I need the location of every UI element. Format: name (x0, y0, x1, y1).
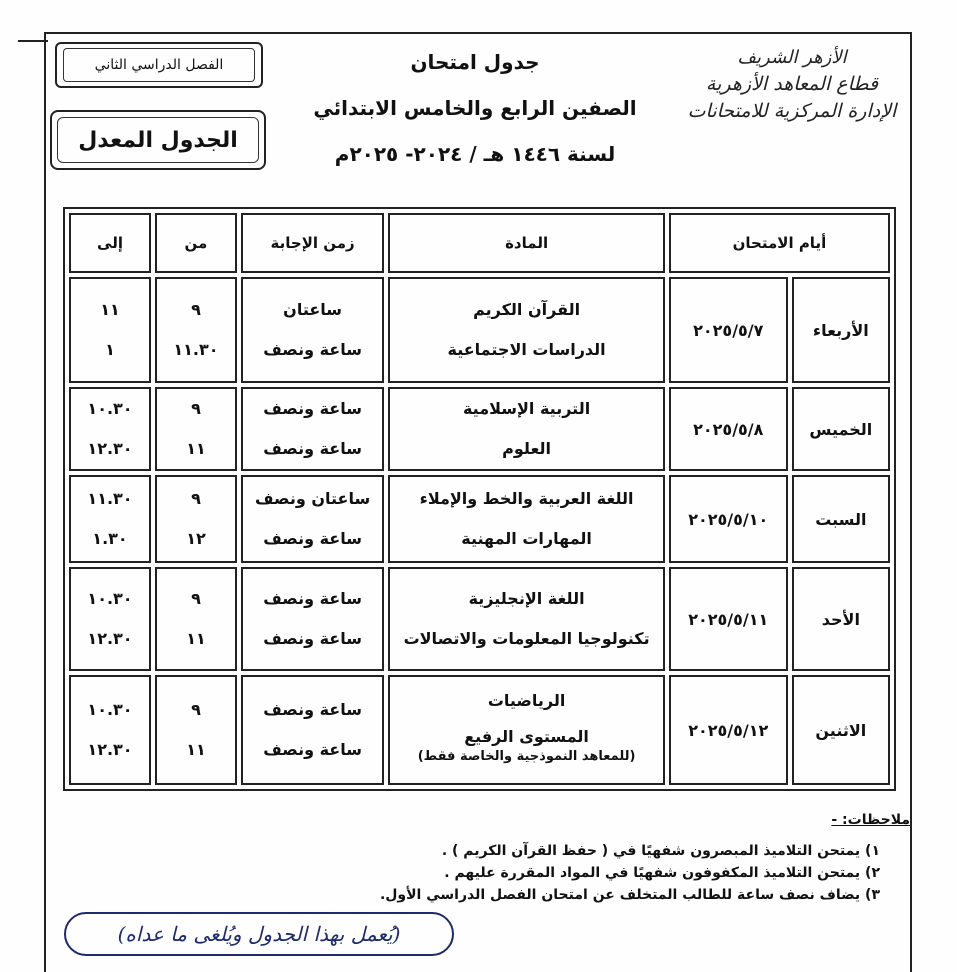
duration-cell (241, 475, 384, 563)
table-row (69, 277, 890, 383)
from-time: ١١ (186, 740, 206, 759)
duration: ساعة ونصف (263, 740, 362, 759)
duration: ساعتان ونصف (255, 489, 371, 508)
semester-label: الفصل الدراسي الثاني (63, 48, 255, 82)
duration: ساعة ونصف (263, 340, 362, 359)
from-time: ٩ (191, 700, 201, 719)
semester-box (55, 42, 263, 88)
azhar-logo (672, 44, 912, 144)
page-title: جدول امتحان (410, 50, 540, 74)
date-cell: ٢٠٢٥/٥/١٠ (669, 475, 788, 563)
note-item: ١) يمتحن التلاميذ المبصرون شفهيًا في ( حفظ القرآن الكريم ) . (441, 843, 880, 859)
to-time: ١ (105, 340, 115, 359)
table-header-row (69, 213, 890, 273)
to-cell (69, 387, 151, 471)
duration: ساعة ونصف (263, 439, 362, 458)
subject-with-note (390, 721, 663, 779)
duration-cell (241, 387, 384, 471)
duration-cell (241, 277, 384, 383)
duration-cell (241, 675, 384, 785)
from-cell (155, 475, 237, 563)
subject-cell (388, 567, 665, 671)
academic-year: لسنة ١٤٤٦ هـ / ٢٠٢٤- ٢٠٢٥م (334, 142, 616, 166)
duration: ساعة ونصف (263, 529, 362, 548)
subject: التربية الإسلامية (462, 399, 591, 418)
subject: اللغة الإنجليزية (468, 589, 585, 608)
to-time: ١.٣٠ (92, 529, 128, 548)
from-time: ٩ (191, 399, 201, 418)
handwritten-note: (يُعمل بهذا الجدول ويُلغى ما عداه) (64, 912, 454, 956)
duration: ساعة ونصف (263, 700, 362, 719)
from-time: ١١ (186, 439, 206, 458)
subject: المهارات المهنية (461, 529, 592, 548)
subject: القرآن الكريم (473, 300, 581, 319)
logo-line-2: قطاع المعاهد الأزهرية (705, 73, 879, 95)
to-cell (69, 277, 151, 383)
date-cell: ٢٠٢٥/٥/١٢ (669, 675, 788, 785)
to-time: ١١ (100, 300, 120, 319)
to-time: ١٢.٣٠ (87, 439, 133, 458)
table-row (69, 475, 890, 563)
grades-subtitle: الصفين الرابع والخامس الابتدائي (313, 96, 637, 120)
from-time: ١٢ (186, 529, 206, 548)
duration: ساعتان (283, 300, 343, 319)
date-cell: ٢٠٢٥/٥/٨ (669, 387, 788, 471)
subject-cell (388, 675, 665, 785)
subject: اللغة العربية والخط والإملاء (419, 489, 634, 508)
from-cell (155, 277, 237, 383)
notes-header: ملاحظات: - (831, 812, 910, 828)
to-cell (69, 567, 151, 671)
duration: ساعة ونصف (263, 589, 362, 608)
subject: الرياضيات (487, 691, 566, 710)
date-cell: ٢٠٢٥/٥/١١ (669, 567, 788, 671)
day-cell: السبت (792, 475, 890, 563)
duration: ساعة ونصف (263, 399, 362, 418)
subject: المستوى الرفيع (464, 727, 589, 746)
to-time: ١٠.٣٠ (87, 589, 133, 608)
modified-schedule-box (50, 110, 266, 170)
from-time: ١١.٣٠ (173, 340, 219, 359)
to-cell (69, 675, 151, 785)
from-cell (155, 387, 237, 471)
subject: تكنولوجيا المعلومات والاتصالات (403, 629, 650, 648)
subject-note: (للمعاهد النموذجية والخاصة فقط) (417, 749, 636, 764)
exam-schedule-table (63, 207, 896, 791)
subject-cell (388, 277, 665, 383)
title-block (290, 50, 660, 166)
note-item: ٢) يمتحن التلاميذ المكفوفون شفهيًا في المواد المقررة عليهم . (444, 865, 880, 881)
subject-cell (388, 387, 665, 471)
duration-cell (241, 567, 384, 671)
day-cell: الأربعاء (792, 277, 890, 383)
subject: العلوم (502, 439, 551, 458)
duration: ساعة ونصف (263, 629, 362, 648)
header-duration: زمن الإجابة (241, 213, 384, 273)
note-item: ٣) يضاف نصف ساعة للطالب المتخلف عن امتحان الفصل الدراسي الأول. (379, 887, 880, 903)
from-cell (155, 675, 237, 785)
subject-cell (388, 475, 665, 563)
from-time: ٩ (191, 300, 201, 319)
day-cell: الخميس (792, 387, 890, 471)
modified-schedule-label: الجدول المعدل (57, 117, 259, 163)
date-cell: ٢٠٢٥/٥/٧ (669, 277, 788, 383)
header-subject: المادة (388, 213, 665, 273)
header-days: أيام الامتحان (669, 213, 890, 273)
logo-line-3: الإدارة المركزية للامتحانات (687, 100, 897, 122)
to-time: ١٠.٣٠ (87, 399, 133, 418)
header-from: من (155, 213, 237, 273)
notes-section (60, 812, 910, 906)
subject: الدراسات الاجتماعية (447, 340, 606, 359)
to-time: ١١.٣٠ (87, 489, 133, 508)
table-row (69, 675, 890, 785)
to-cell (69, 475, 151, 563)
from-time: ١١ (186, 629, 206, 648)
from-cell (155, 567, 237, 671)
table-row (69, 567, 890, 671)
to-time: ١٢.٣٠ (87, 629, 133, 648)
logo-line-1: الأزهر الشريف (737, 47, 847, 68)
to-time: ١٢.٣٠ (87, 740, 133, 759)
header-to: إلى (69, 213, 151, 273)
day-cell: الأحد (792, 567, 890, 671)
table-row (69, 387, 890, 471)
day-cell: الاثنين (792, 675, 890, 785)
to-time: ١٠.٣٠ (87, 700, 133, 719)
from-time: ٩ (191, 589, 201, 608)
from-time: ٩ (191, 489, 201, 508)
